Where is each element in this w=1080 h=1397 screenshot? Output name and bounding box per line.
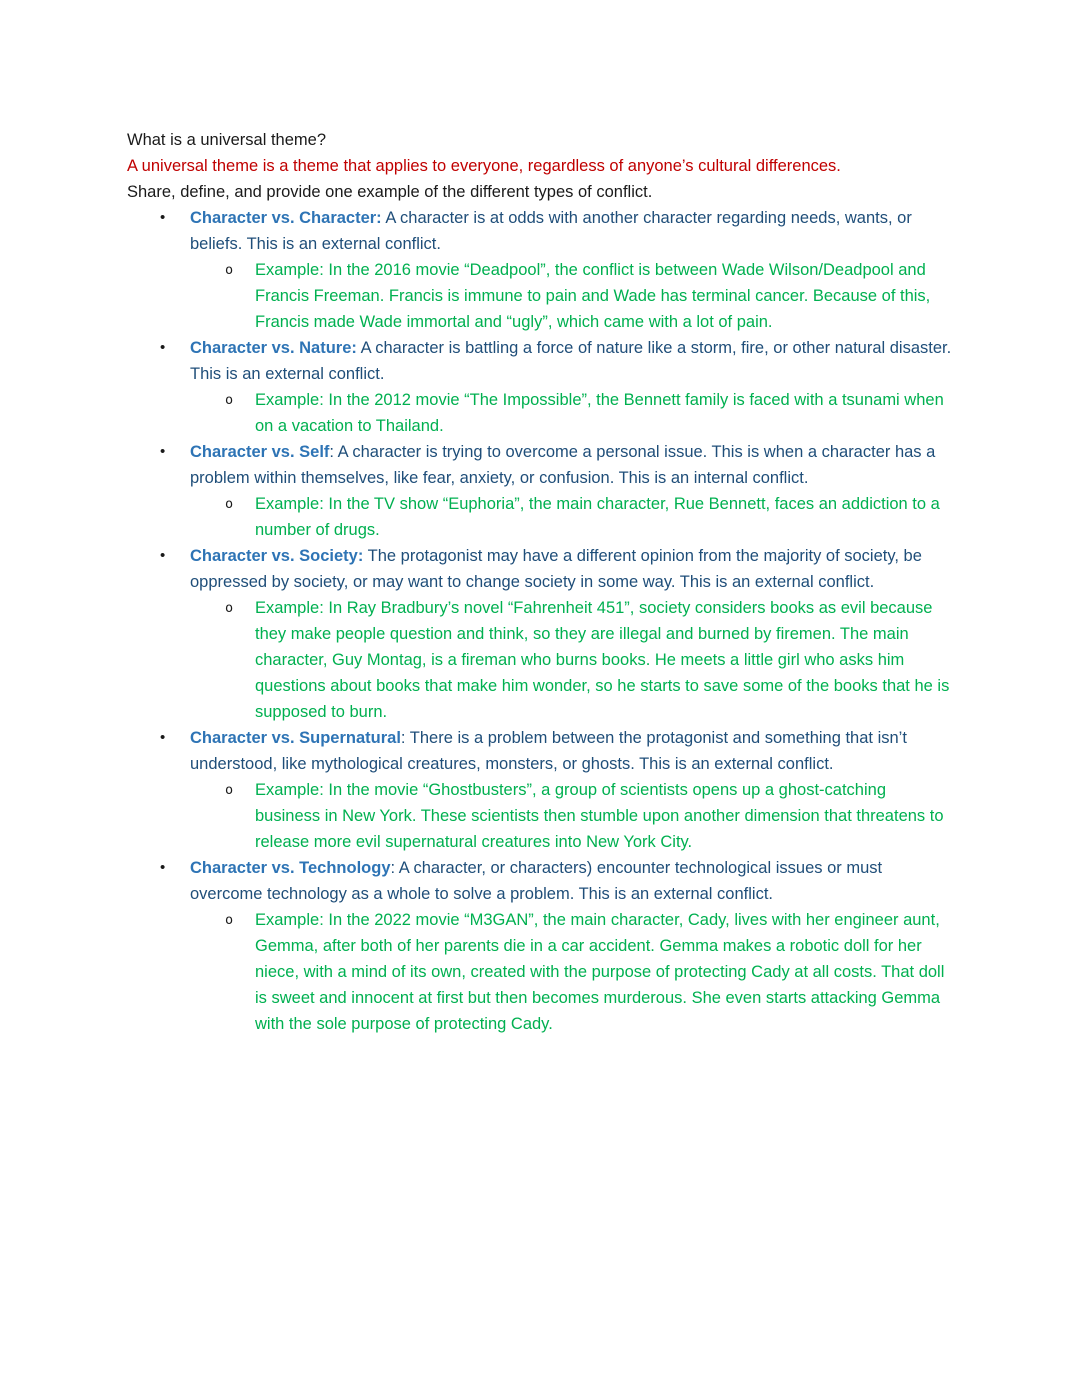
circle-bullet-icon: o xyxy=(225,392,234,408)
bullet-dot-icon: • xyxy=(160,339,166,356)
conflict-text xyxy=(190,439,955,491)
circle-bullet-icon: o xyxy=(225,496,234,512)
circle-bullet-icon: o xyxy=(225,782,234,798)
circle-bullet-icon: o xyxy=(225,600,234,616)
conflict-text xyxy=(190,205,955,257)
question-heading: What is a universal theme? xyxy=(127,131,327,149)
circle-bullet-icon: o xyxy=(225,262,234,278)
conflict-bullet-society xyxy=(127,543,955,595)
example-text: Example: In the movie “Ghostbusters”, a group of scientists opens up a ghost-catching business in New York. These scientists then stumble upon another dimension that threatens to release more evil supernatural creatures into New York City. xyxy=(255,781,944,851)
bullet-dot-icon: • xyxy=(160,729,166,746)
bullet-dot-icon: • xyxy=(160,443,166,460)
definition-text: A universal theme is a theme that applies to everyone, regardless of anyone’s cultural differences. xyxy=(127,157,841,175)
bullet-dot-icon: • xyxy=(160,859,166,876)
example-bullet xyxy=(127,491,955,543)
example-text: Example: In the TV show “Euphoria”, the main character, Rue Bennett, faces an addiction to a number of drugs. xyxy=(255,495,940,539)
conflict-title: Character vs. Technology xyxy=(190,859,391,877)
conflict-text xyxy=(190,725,955,777)
bullet-dot-icon: • xyxy=(160,209,166,226)
conflict-text xyxy=(190,855,955,907)
conflict-body: : A character, or characters) encounter technological issues or must overcome technology as a whole to solve a problem. This is an external conflict. xyxy=(190,859,883,903)
conflict-bullet-self xyxy=(127,439,955,491)
example-text: Example: In the 2016 movie “Deadpool”, the conflict is between Wade Wilson/Deadpool and Francis Freeman. Francis is immune to pain and Wade has terminal cancer. Because of this, Francis made Wade immortal and “ugly”, which came with a lot of pain. xyxy=(255,261,931,331)
instruction-text: Share, define, and provide one example of the different types of conflict. xyxy=(127,183,653,201)
conflict-title: Character vs. Character: xyxy=(190,209,382,227)
conflict-body: The protagonist may have a different opinion from the majority of society, be oppressed by society, or may want to change society in some way. This is an external conflict. xyxy=(190,547,922,591)
example-text: Example: In the 2022 movie “M3GAN”, the main character, Cady, lives with her engineer aunt, Gemma, after both of her parents die in a car accident. Gemma makes a robotic doll for her niece, with a mind of its own, created with the purpose of protecting Cady at all costs. That doll is sweet and innocent at first but then becomes murderous. She even starts attacking Gemma with the sole purpose of protecting Cady. xyxy=(255,911,945,1033)
conflict-title: Character vs. Society: xyxy=(190,547,364,565)
conflict-text xyxy=(190,335,955,387)
bullet-dot-icon: • xyxy=(160,547,166,564)
conflict-body: A character is at odds with another character regarding needs, wants, or beliefs. This is an external conflict. xyxy=(190,209,912,253)
conflict-title: Character vs. Supernatural xyxy=(190,729,401,747)
conflict-title: Character vs. Self xyxy=(190,443,330,461)
example-bullet xyxy=(127,257,955,335)
example-bullet xyxy=(127,907,955,1037)
example-bullet xyxy=(127,595,955,725)
conflict-bullet-technology xyxy=(127,855,955,907)
conflict-body: : There is a problem between the protagonist and something that isn’t understood, like mythological creatures, monsters, or ghosts. This is an external conflict. xyxy=(190,729,907,773)
example-text: Example: In the 2012 movie “The Impossible”, the Bennett family is faced with a tsunami when on a vacation to Thailand. xyxy=(255,391,944,435)
conflict-text xyxy=(190,543,955,595)
conflict-body: : A character is trying to overcome a personal issue. This is when a character has a problem within themselves, like fear, anxiety, or confusion. This is an internal conflict. xyxy=(190,443,936,487)
circle-bullet-icon: o xyxy=(225,912,234,928)
example-bullet xyxy=(127,387,955,439)
document-page xyxy=(127,127,955,1037)
example-text: Example: In Ray Bradbury’s novel “Fahrenheit 451”, society considers books as evil because they make people question and think, so they are illegal and burned by firemen. The main character, Guy Montag, is a fireman who burns books. He meets a little girl who asks him questions about books that make him wonder, so he starts to save some of the books that he is supposed to burn. xyxy=(255,599,950,721)
example-bullet xyxy=(127,777,955,855)
conflict-body: A character is battling a force of nature like a storm, fire, or other natural disaster. This is an external conflict. xyxy=(190,339,952,383)
conflict-bullet-nature xyxy=(127,335,955,387)
conflict-bullet-character xyxy=(127,205,955,257)
conflict-bullet-supernatural xyxy=(127,725,955,777)
conflict-title: Character vs. Nature: xyxy=(190,339,357,357)
